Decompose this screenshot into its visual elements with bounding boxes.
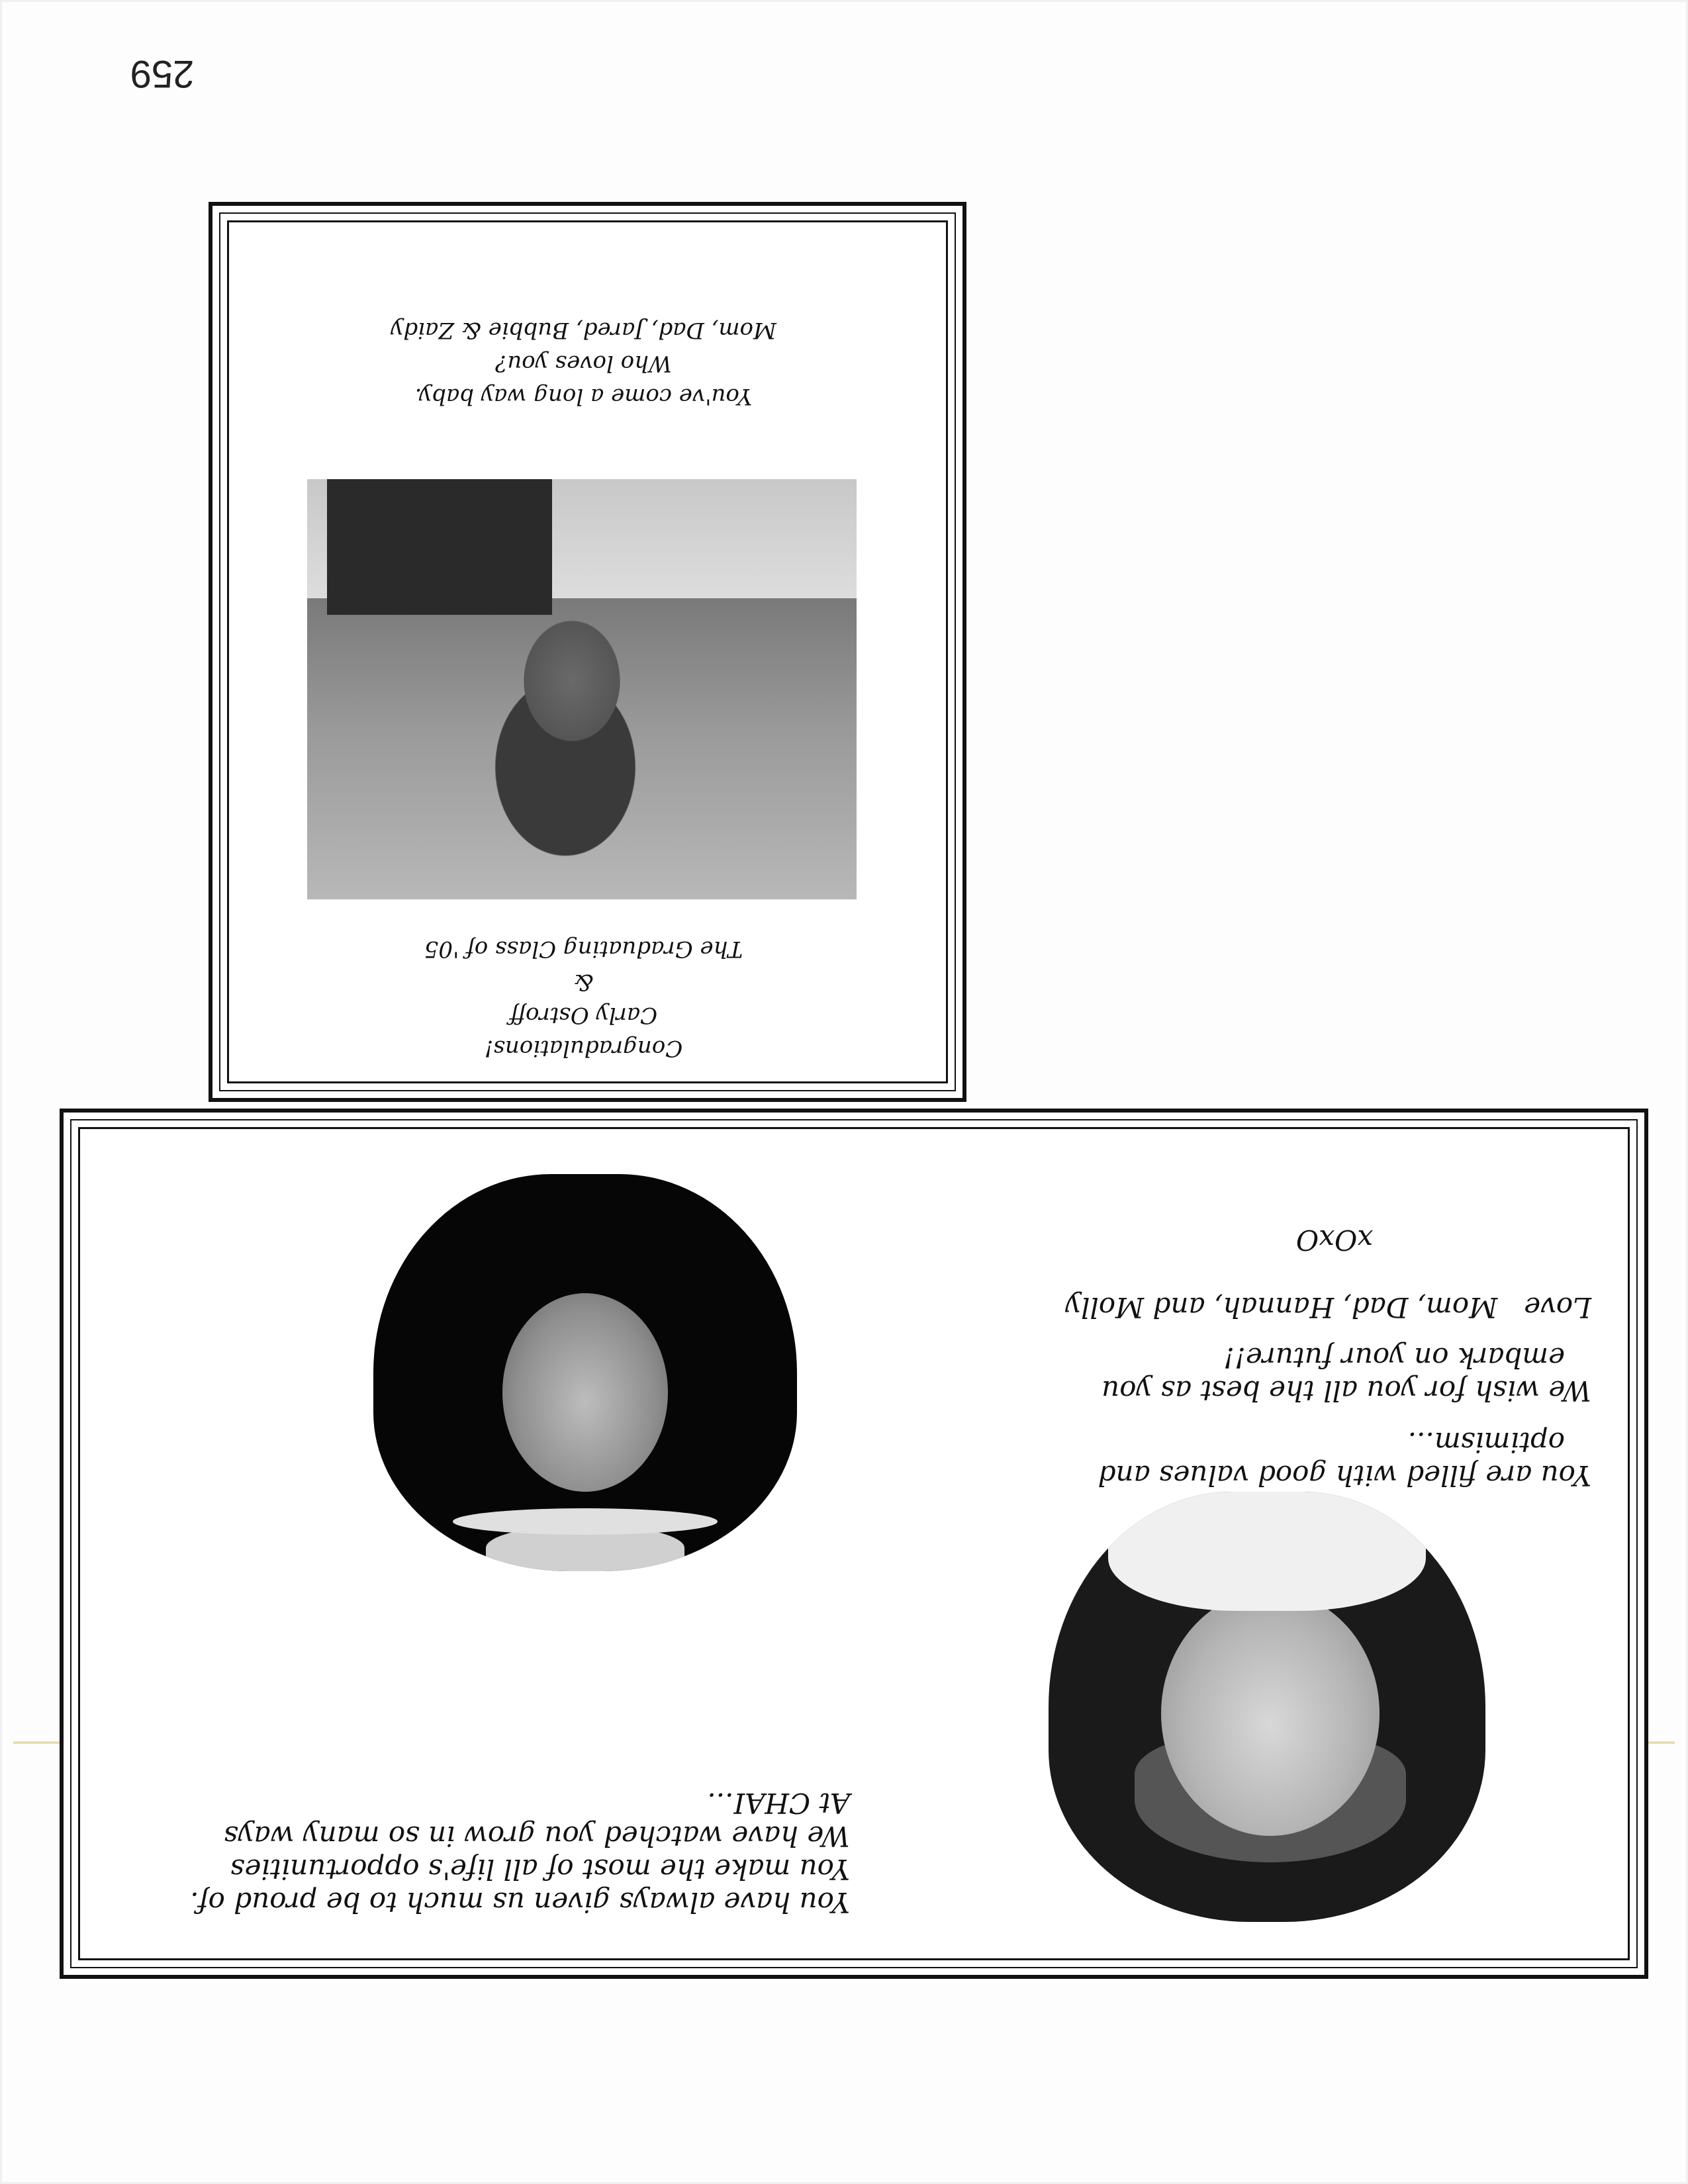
- page-number: 259: [130, 52, 195, 95]
- photo-hair: [1135, 1737, 1406, 1862]
- verse-line: optimism...: [1407, 1426, 1565, 1459]
- graduate-name: Carly Ostroff: [509, 1002, 658, 1028]
- graduating-class-line: The Graduating Class of '05: [424, 936, 743, 962]
- card-heading: Congradulations!: [484, 1035, 683, 1062]
- photo-collar: [486, 1525, 684, 1571]
- teen-photo: [373, 1174, 797, 1571]
- verse-line: You are filled with good values and: [1098, 1459, 1591, 1492]
- verse-line: embark on your future!!: [1223, 1342, 1565, 1374]
- verse-line: Love Mom, Dad, Hannah, and Molly: [1065, 1291, 1591, 1324]
- message-line-1: You've come a long way baby.: [414, 383, 753, 410]
- photo-stripe: [453, 1508, 718, 1535]
- photo-face: [502, 1293, 668, 1492]
- ampersand: &: [573, 969, 594, 995]
- verse-line: At CHAI...: [707, 1787, 850, 1819]
- chai-card: [60, 1109, 1648, 1979]
- verse-top: [190, 1786, 850, 1919]
- photo-shirt: [1108, 1492, 1426, 1611]
- child-photo: [1049, 1492, 1485, 1922]
- verse-line: We wish for you all the best as you: [1102, 1375, 1591, 1407]
- verse-line: xOxO: [1295, 1224, 1373, 1256]
- verse-line: We have watched you grow in so many ways: [224, 1820, 850, 1852]
- photo-laptop: [327, 479, 552, 615]
- photo-face: [1161, 1591, 1380, 1836]
- card-signature: Mom, Dad, Jared, Bubbie & Zaidy: [391, 317, 776, 343]
- verse-line: You make the most of all life's opportunities: [230, 1853, 850, 1886]
- verse-middle: [1065, 1223, 1591, 1492]
- graduation-card: [209, 202, 966, 1102]
- verse-line: You have always given us much to be proud of.: [190, 1886, 850, 1919]
- message-line-2: Who loves you?: [495, 350, 672, 377]
- photo-desk: [307, 479, 857, 598]
- graduate-photo: [307, 479, 857, 899]
